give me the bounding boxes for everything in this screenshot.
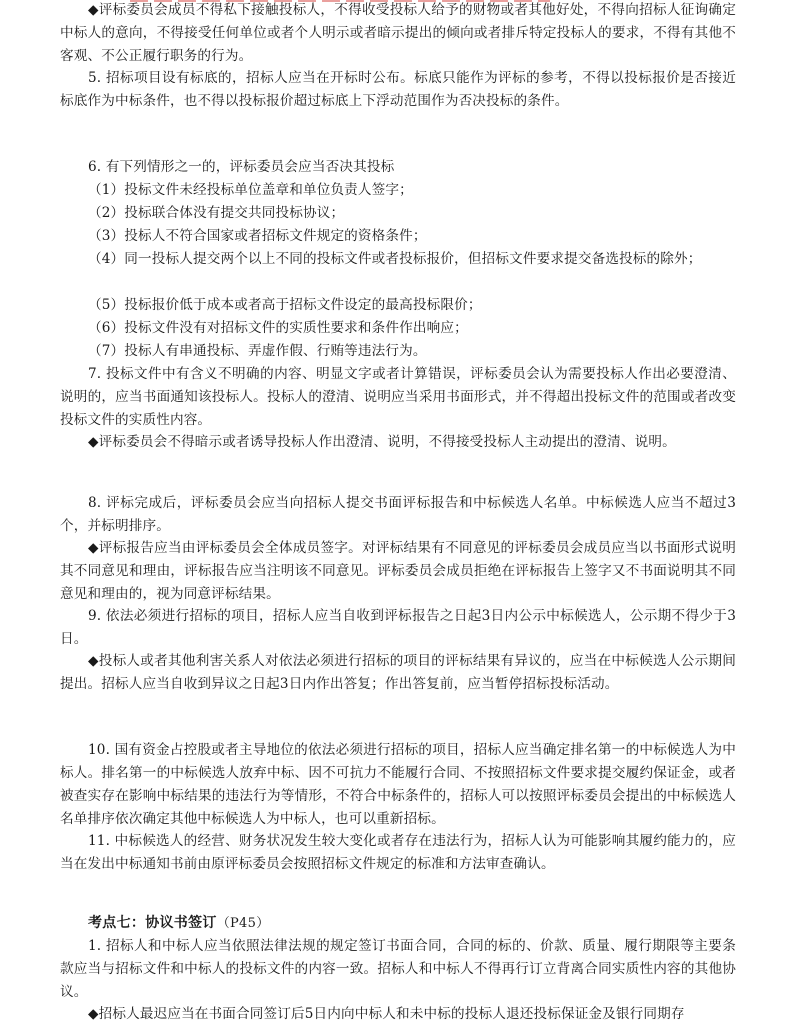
list-item: （5）投标报价低于成本或者高于招标文件设定的最高投标限价；: [88, 297, 482, 313]
paragraph-report-signature: ◆评标报告应当由评标委员会全体成员签字。对评标结果有不同意见的评标委员会成员应当以书面形式说明其不同意见和理由，评标报告应当注明该不同意见。评标委员会成员拒绝在评标报告上签字又不书面说明其不同意见和理由的，视为同意评标结果。: [60, 540, 736, 602]
section-heading: [88, 912, 270, 935]
paragraph-deposit-refund: ◆招标人最迟应当在书面合同签订后5日内向中标人和未中标的投标人退还投标保证金及银行同期存: [88, 1006, 685, 1022]
list-item: （2）投标联合体没有提交共同投标协议；: [88, 205, 345, 221]
paragraph-item-6: 6. 有下列情形之一的，评标委员会应当否决其投标: [88, 159, 395, 175]
paragraph-item-11: 11. 中标候选人的经营、财务状况发生较大变化或者存在违法行为，招标人认为可能影响其履约能力的，应当在发出中标通知书前由原评标委员会按照招标文件规定的标准和方法审查确认。: [60, 833, 736, 872]
list-item: （3）投标人不符合国家或者招标文件规定的资格条件；: [88, 228, 427, 244]
paragraph-evaluator-conduct: ◆评标委员会成员不得私下接触投标人，不得收受投标人给予的财物或者其他好处，不得向招标人征询确定中标人的意向，不得接受任何单位或者个人明示或者暗示提出的倾向或者排斥特定投标人的要求，不得有其他不客观、不公正履行职务的行为。: [60, 2, 736, 64]
list-item: （1）投标文件未经投标单位盖章和单位负责人签字；: [88, 182, 413, 198]
paragraph-item-9: 9. 依法必须进行招标的项目，招标人应当自收到评标报告之日起3日内公示中标候选人，公示期不得少于3日。: [60, 608, 736, 647]
section-heading-page-ref: （P45）: [216, 916, 270, 931]
paragraph-item-10: 10. 国有资金占控股或者主导地位的依法必须进行招标的项目，招标人应当确定排名第一的中标候选人为中标人。排名第一的中标候选人放弃中标、因不可抗力不能履行合同、不按照招标文件要求提交履约保证金，或者被查实存在影响中标结果的违法行为等情形，不符合中标条件的，招标人可以按照评标委员会提出的中标候选人名单排序依次确定其他中标候选人为中标人，也可以重新招标。: [60, 742, 736, 827]
paragraph-item-7: 7. 投标文件中有含义不明确的内容、明显文字或者计算错误，评标委员会认为需要投标人作出必要澄清、说明的，应当书面通知该投标人。投标人的澄清、说明应当采用书面形式，并不得超出投标文件的范围或者改变投标文件的实质性内容。: [60, 366, 736, 428]
paragraph-clarification-note: ◆评标委员会不得暗示或者诱导投标人作出澄清、说明，不得接受投标人主动提出的澄清、说明。: [88, 434, 676, 450]
paragraph-objection: ◆投标人或者其他利害关系人对依法必须进行招标的项目的评标结果有异议的，应当在中标候选人公示期间提出。招标人应当自收到异议之日起3日内作出答复；作出答复前，应当暂停招标投标活动。: [60, 653, 736, 692]
list-item: （6）投标文件没有对招标文件的实质性要求和条件作出响应；: [88, 320, 468, 336]
section-heading-title: 考点七：协议书签订: [88, 915, 217, 931]
list-item: （4）同一投标人提交两个以上不同的投标文件或者投标报价，但招标文件要求提交备选投标的除外；: [88, 251, 702, 267]
paragraph-contract-1: 1. 招标人和中标人应当依照法律法规的规定签订书面合同，合同的标的、价款、质量、履行期限等主要条款应当与招标文件和中标人的投标文件的内容一致。招标人和中标人不得再行订立背离合同实质性内容的其他协议。: [60, 938, 736, 1000]
list-item: （7）投标人有串通投标、弄虚作假、行贿等违法行为。: [88, 343, 427, 359]
paragraph-item-8: 8. 评标完成后，评标委员会应当向招标人提交书面评标报告和中标候选人名单。中标候选人应当不超过3个，并标明排序。: [60, 495, 736, 534]
paragraph-item-5: 5. 招标项目设有标底的，招标人应当在开标时公布。标底只能作为评标的参考，不得以投标报价是否接近标底作为中标条件，也不得以投标报价超过标底上下浮动范围作为否决投标的条件。: [60, 70, 736, 109]
